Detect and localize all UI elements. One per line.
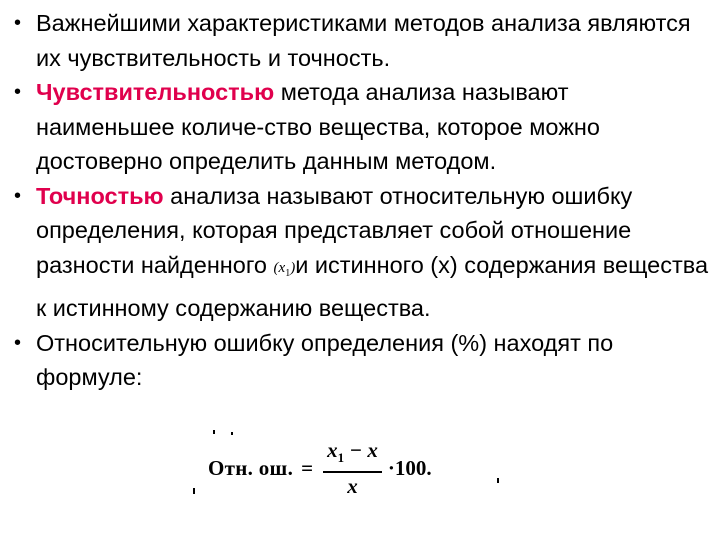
bullet-item-2	[14, 75, 710, 179]
term-accuracy: Точностью	[36, 182, 164, 209]
bullet-text: Относительную ошибку определения (%) находят по формуле:	[36, 329, 614, 390]
scan-mark	[213, 430, 215, 434]
scan-mark	[497, 478, 499, 483]
formula-equals: =	[301, 455, 314, 480]
formula-fraction	[323, 437, 382, 499]
scan-mark	[193, 488, 195, 494]
relative-error-formula	[208, 436, 432, 500]
found-value-open-paren: (	[273, 259, 279, 276]
found-value-subscript: 1	[285, 267, 291, 279]
bullet-text-end: ) содержания вещества к истинному содержанию вещества.	[36, 251, 709, 321]
bullet-icon: •	[14, 81, 22, 103]
bullet-item-3	[14, 179, 710, 326]
formula-label: Отн. ош.	[208, 455, 294, 480]
scan-mark	[231, 432, 233, 435]
bullet-item-4	[14, 326, 710, 395]
found-value-symbol	[273, 259, 296, 279]
bullet-icon: •	[14, 331, 22, 354]
found-value-close-paren: )	[290, 259, 296, 276]
numerator-rest: − x	[344, 437, 378, 462]
bullet-text: Важнейшими характеристиками методов анализа являются их чувствительность и точность.	[36, 10, 691, 71]
found-value-letter: x	[278, 259, 286, 276]
formula-denominator: x	[347, 474, 358, 499]
numerator-var: x	[327, 437, 338, 462]
formula-numerator	[323, 437, 382, 471]
bullet-icon: •	[14, 12, 22, 34]
bullet-text: анализа называют относительную ошибку определения, которая представляет собой отношение разности найденного	[36, 182, 633, 278]
formula-multiplier: ·100.	[387, 455, 432, 480]
numerator-sub: 1	[337, 450, 345, 466]
bullet-text-cont: и истинного (	[295, 251, 439, 278]
bullet-item-1	[14, 6, 710, 75]
bullet-icon: •	[14, 184, 22, 207]
bullet-text: метода анализа называют наименьшее количе-ство вещества, которое можно достоверно определить данным методом.	[36, 79, 600, 174]
true-value-symbol: x	[438, 251, 450, 278]
bullet-list	[14, 6, 710, 395]
term-sensitivity: Чувствительностью	[36, 79, 275, 105]
